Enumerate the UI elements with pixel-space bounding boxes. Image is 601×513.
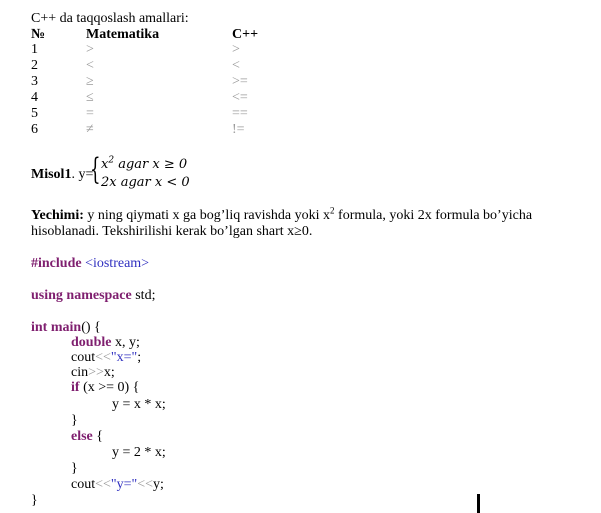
code-close-brace-1: } xyxy=(71,413,78,428)
table-row-number: 6 xyxy=(31,122,38,137)
table-row-cpp: == xyxy=(232,106,248,121)
code-main-line: int main() { xyxy=(31,320,101,335)
text-cursor[interactable] xyxy=(477,494,480,513)
code-close-main: } xyxy=(31,493,38,508)
brace-symbol: { xyxy=(90,152,101,187)
code-cout-line-2: cout<<"y="<<y; xyxy=(71,477,164,492)
table-row-number: 1 xyxy=(31,42,38,57)
table-row-cpp: >= xyxy=(232,74,248,89)
table-header-math: Matematika xyxy=(86,27,160,42)
table-row-number: 2 xyxy=(31,58,38,73)
table-row-math: = xyxy=(86,106,94,121)
example-case-1: $x^2$ agar x ≥ 0 xyxy=(101,155,188,172)
table-row-math: ≥ xyxy=(86,74,94,89)
solution-line-1: Yechimi: y ning qiymati x ga bog’liq ravishda yoki $x^2$ formula, yoki 2x formula bo’yicha xyxy=(31,205,533,223)
code-cin-line: cin>>x; xyxy=(71,365,115,380)
example-case-2: 2x agar x < 0 xyxy=(101,175,190,190)
solution-line-2: hisoblanadi. Tekshirilishi kerak bo’lgan shart x≥0. xyxy=(31,224,313,239)
table-row-number: 5 xyxy=(31,106,38,121)
code-if-line: if (x >= 0) { xyxy=(71,380,140,395)
table-row-cpp: < xyxy=(232,58,240,73)
code-double-line: double x, y; xyxy=(71,335,140,350)
code-assign-line-1: y = x * x; xyxy=(112,397,166,412)
table-row-math: ≤ xyxy=(86,90,94,105)
code-cout-line-1: cout<<"x="; xyxy=(71,350,142,365)
code-close-brace-2: } xyxy=(71,461,78,476)
example-prefix: . y= xyxy=(71,167,94,182)
table-header-cpp: C++ xyxy=(232,27,259,42)
example-line xyxy=(31,167,93,182)
code-assign-line-2: y = 2 * x; xyxy=(112,445,166,460)
table-row-math: ≠ xyxy=(86,122,94,137)
table-row-math: > xyxy=(86,42,94,57)
section-heading: C++ da taqqoslash amallari: xyxy=(31,11,189,26)
table-header-number: № xyxy=(31,27,46,42)
code-include-line: #include <iostream> xyxy=(31,256,150,271)
table-row-cpp: <= xyxy=(232,90,248,105)
solution-label: Yechimi: xyxy=(31,208,84,223)
table-row-number: 3 xyxy=(31,74,38,89)
code-else-line: else { xyxy=(71,429,103,444)
table-row-cpp: != xyxy=(232,122,245,137)
example-label: Misol1 xyxy=(31,167,72,182)
code-using-line: using namespace std; xyxy=(31,288,156,303)
table-row-math: < xyxy=(86,58,94,73)
table-row-cpp: > xyxy=(232,42,240,57)
table-row-number: 4 xyxy=(31,90,38,105)
